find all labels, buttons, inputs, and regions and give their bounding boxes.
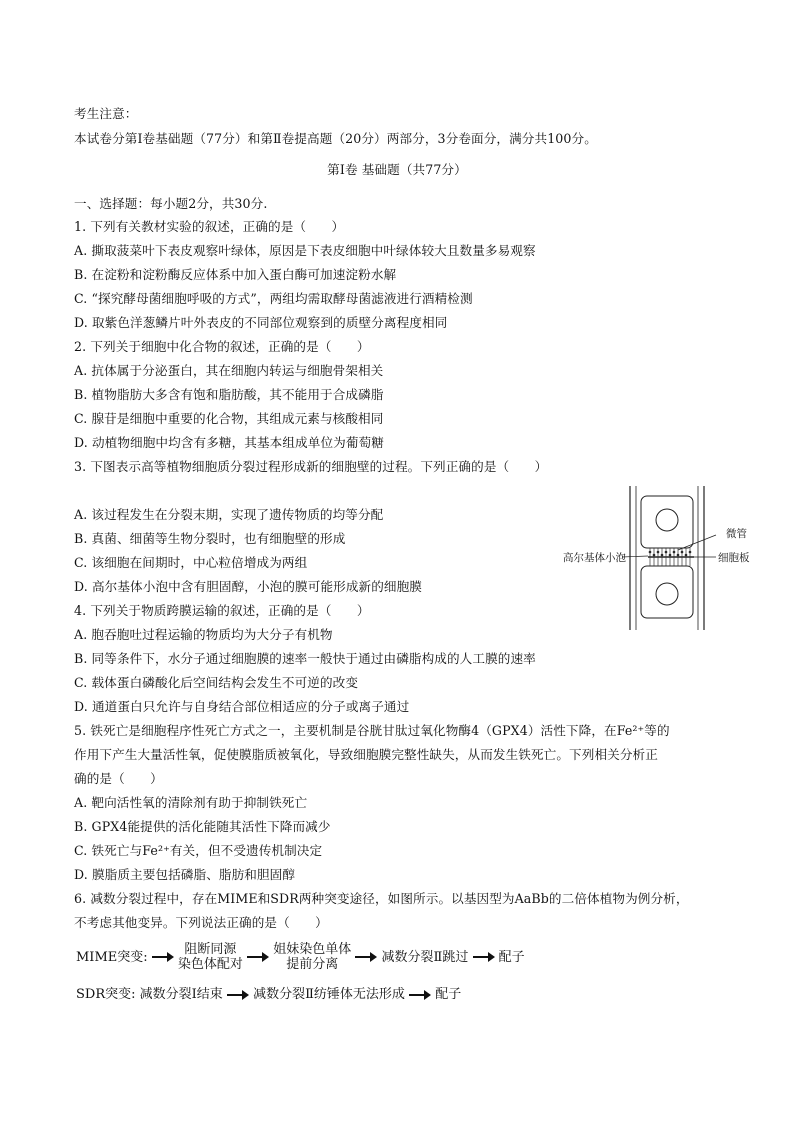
- question-3-option-a: A. 该过程发生在分裂末期，实现了遗传物质的均等分配: [74, 507, 384, 522]
- question-4-option-d: D. 通道蛋白只允许与自身结合部位相适应的分子或离子通过: [74, 699, 410, 714]
- question-6-stem-line-1: 6. 减数分裂过程中，存在MIME和SDR两种突变途径，如图所示。以基因型为AaBb的二倍体植物为例分析，: [74, 891, 689, 906]
- question-1-option-a: A. 撕取菠菜叶下表皮观察叶绿体，原因是下表皮细胞中叶绿体较大且数量多易观察: [74, 243, 536, 258]
- mime-flow: [76, 942, 525, 972]
- cell-plate-figure: [558, 486, 758, 630]
- mime-step-4: 配子: [498, 949, 525, 965]
- question-3-stem: 3. 下图表示高等植物细胞质分裂过程形成新的细胞壁的过程。下列正确的是（ ）: [74, 459, 548, 474]
- question-3-option-d: D. 高尔基体小泡中含有胆固醇，小泡的膜可能形成新的细胞膜: [74, 579, 422, 594]
- section-title: 第Ⅰ卷 基础题（共77分）: [327, 162, 467, 177]
- question-1-option-d: D. 取紫色洋葱鳞片叶外表皮的不同部位观察到的质壁分离程度相同: [74, 315, 448, 330]
- question-2-option-c: C. 腺苷是细胞中重要的化合物，其组成元素与核酸相同: [74, 411, 384, 426]
- arrow-icon: [355, 952, 377, 962]
- golgi-vesicle-label: 高尔基体小泡: [563, 552, 626, 564]
- question-5-stem-line-1: 5. 铁死亡是细胞程序性死亡方式之一，主要机制是谷胱甘肽过氧化物酶4（GPX4）活性下降，在Fe²⁺等的: [74, 723, 670, 738]
- microtubule-label: 微管: [726, 528, 747, 540]
- question-5-option-b: B. GPX4能提供的活化能随其活性下降而减少: [74, 819, 331, 834]
- mime-step-2: 姐妹染色单体 提前分离: [273, 942, 352, 972]
- arrow-icon: [473, 952, 495, 962]
- question-2-option-b: B. 植物脂肪大多含有饱和脂肪酸，其不能用于合成磷脂: [74, 387, 384, 402]
- question-2-option-d: D. 动植物细胞中均含有多糖，其基本组成单位为葡萄糖: [74, 435, 384, 450]
- question-1-option-b: B. 在淀粉和淀粉酶反应体系中加入蛋白酶可加速淀粉水解: [74, 267, 397, 282]
- question-6-stem-line-2: 不考虑其他变异。下列说法正确的是（ ）: [74, 915, 328, 930]
- question-4-stem: 4. 下列关于物质跨膜运输的叙述，正确的是（ ）: [74, 603, 370, 618]
- arrow-icon: [409, 990, 431, 1000]
- sdr-step-1: 减数分裂Ⅰ结束: [139, 987, 223, 1002]
- mime-label: MIME突变:: [76, 949, 148, 965]
- question-3-option-c: C. 该细胞在间期时，中心粒倍增成为两组: [74, 555, 308, 570]
- question-5-stem-line-3: 确的是（ ）: [74, 771, 163, 786]
- question-5-stem-line-2: 作用下产生大量活性氧，促使膜脂质被氧化，导致细胞膜完整性缺失，从而发生铁死亡。下列相关分析正: [74, 747, 658, 762]
- question-4-option-c: C. 载体蛋白磷酸化后空间结构会发生不可逆的改变: [74, 675, 359, 690]
- cell-plate-label: 细胞板: [718, 552, 750, 564]
- arrow-icon: [152, 952, 174, 962]
- question-5-option-d: D. 膜脂质主要包括磷脂、脂肪和胆固醇: [74, 867, 296, 882]
- arrow-icon: [247, 952, 269, 962]
- notice-body: 本试卷分第Ⅰ卷基础题（77分）和第Ⅱ卷提高题（20分）两部分，3分卷面分，满分共100分。: [74, 131, 597, 146]
- question-5-option-a: A. 靶向活性氧的清除剂有助于抑制铁死亡: [74, 795, 308, 810]
- question-4-option-b: B. 同等条件下，水分子通过细胞膜的速率一般快于通过由磷脂构成的人工膜的速率: [74, 651, 536, 666]
- sdr-step-3: 配子: [435, 987, 462, 1002]
- sdr-label: SDR突变:: [76, 987, 136, 1002]
- arrow-icon: [227, 990, 249, 1000]
- sdr-flow: [76, 987, 461, 1002]
- mime-step-3: 减数分裂Ⅱ跳过: [381, 949, 469, 965]
- notice-heading: 考生注意：: [74, 106, 138, 121]
- question-3-option-b: B. 真菌、细菌等生物分裂时，也有细胞壁的形成: [74, 531, 346, 546]
- question-5-option-c: C. 铁死亡与Fe²⁺有关，但不受遗传机制决定: [74, 843, 323, 858]
- mime-step-1: 阻断同源 染色体配对: [177, 942, 243, 972]
- sdr-step-2: 减数分裂Ⅱ纺锤体无法形成: [253, 987, 405, 1002]
- part-title: 一、选择题：每小题2分，共30分.: [74, 196, 268, 211]
- question-1-stem: 1. 下列有关教材实验的叙述，正确的是（ ）: [74, 219, 345, 234]
- question-2-stem: 2. 下列关于细胞中化合物的叙述，正确的是（ ）: [74, 339, 370, 354]
- question-2-option-a: A. 抗体属于分泌蛋白，其在细胞内转运与细胞骨架相关: [74, 363, 384, 378]
- question-1-option-c: C. “探究酵母菌细胞呼吸的方式”，两组均需取酵母菌滤液进行酒精检测: [74, 291, 473, 306]
- question-4-option-a: A. 胞吞胞吐过程运输的物质均为大分子有机物: [74, 627, 333, 642]
